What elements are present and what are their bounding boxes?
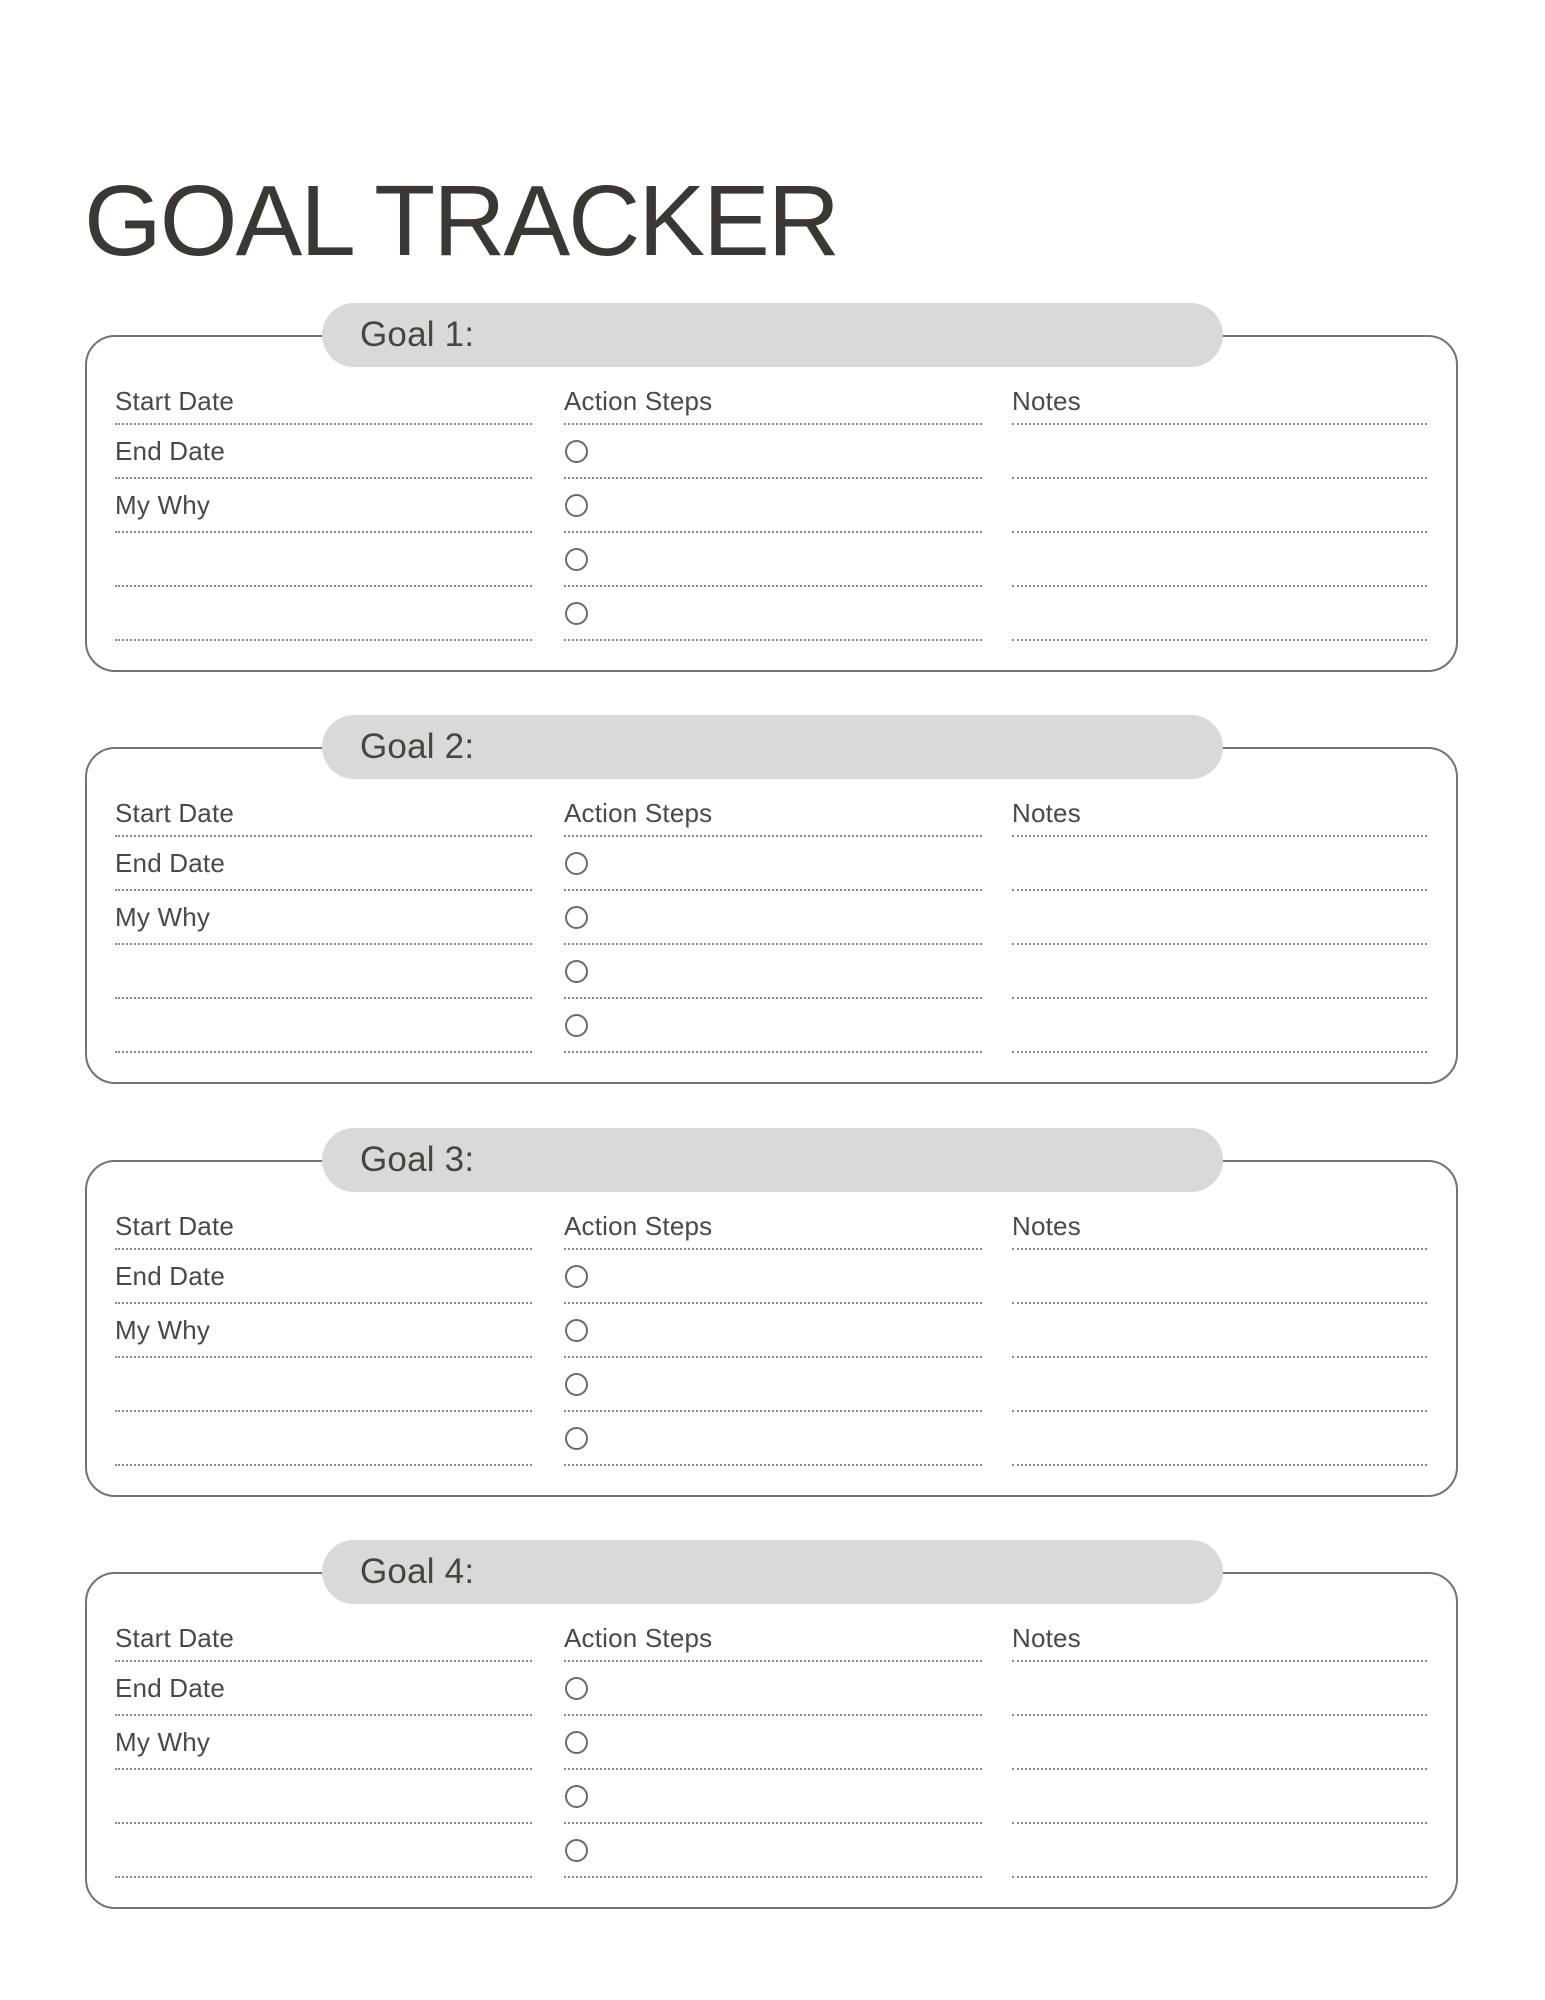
action-steps-header-row — [564, 1205, 982, 1250]
checkbox-circle-icon[interactable] — [565, 960, 588, 983]
write-in-line[interactable] — [115, 1770, 532, 1824]
checkbox-circle-icon[interactable] — [565, 548, 588, 571]
my-why-field[interactable] — [115, 1304, 532, 1358]
notes-line[interactable] — [1012, 945, 1427, 999]
goal-4-title-field[interactable] — [322, 1540, 1223, 1604]
goal-section-4 — [85, 1540, 1458, 1942]
write-in-line[interactable] — [115, 1824, 532, 1878]
notes-header-row — [1012, 380, 1427, 425]
goal-section-3 — [85, 1128, 1458, 1530]
action-steps-column — [564, 792, 982, 1053]
notes-label: Notes — [1012, 1211, 1081, 1241]
write-in-line[interactable] — [115, 587, 532, 641]
write-in-line[interactable] — [115, 1358, 532, 1412]
start-date-field[interactable] — [115, 792, 532, 837]
action-step-field[interactable] — [564, 945, 982, 999]
action-steps-header-row — [564, 1617, 982, 1662]
checkbox-circle-icon[interactable] — [565, 1427, 588, 1450]
checkbox-circle-icon[interactable] — [565, 906, 588, 929]
write-in-line[interactable] — [115, 1412, 532, 1466]
my-why-label: My Why — [115, 1726, 211, 1757]
action-step-field[interactable] — [564, 999, 982, 1053]
notes-line[interactable] — [1012, 425, 1427, 479]
end-date-label: End Date — [115, 1260, 226, 1291]
end-date-label: End Date — [115, 847, 226, 878]
page-title: GOAL TRACKER — [84, 165, 838, 277]
checkbox-circle-icon[interactable] — [565, 1785, 588, 1808]
goal-1-label: Goal 1: — [360, 315, 475, 354]
notes-column — [1012, 1205, 1427, 1466]
notes-line[interactable] — [1012, 1716, 1427, 1770]
notes-header-row — [1012, 1617, 1427, 1662]
notes-line[interactable] — [1012, 1770, 1427, 1824]
my-why-field[interactable] — [115, 479, 532, 533]
notes-column — [1012, 792, 1427, 1053]
action-step-field[interactable] — [564, 891, 982, 945]
my-why-field[interactable] — [115, 1716, 532, 1770]
goal-1-title-field[interactable] — [322, 303, 1223, 367]
notes-line[interactable] — [1012, 533, 1427, 587]
checkbox-circle-icon[interactable] — [565, 1731, 588, 1754]
dates-column — [115, 792, 532, 1053]
notes-line[interactable] — [1012, 479, 1427, 533]
action-step-field[interactable] — [564, 1250, 982, 1304]
action-step-field[interactable] — [564, 587, 982, 641]
start-date-field[interactable] — [115, 380, 532, 425]
goal-3-label: Goal 3: — [360, 1140, 475, 1179]
action-step-field[interactable] — [564, 1662, 982, 1716]
action-step-field[interactable] — [564, 1358, 982, 1412]
action-step-field[interactable] — [564, 1770, 982, 1824]
action-steps-column — [564, 1205, 982, 1466]
notes-line[interactable] — [1012, 1304, 1427, 1358]
checkbox-circle-icon[interactable] — [565, 602, 588, 625]
action-step-field[interactable] — [564, 837, 982, 891]
action-step-field[interactable] — [564, 533, 982, 587]
notes-line[interactable] — [1012, 837, 1427, 891]
notes-line[interactable] — [1012, 1250, 1427, 1304]
goal-4-box — [85, 1572, 1458, 1909]
goal-3-box — [85, 1160, 1458, 1497]
checkbox-circle-icon[interactable] — [565, 1839, 588, 1862]
action-steps-header-row — [564, 380, 982, 425]
start-date-label: Start Date — [115, 1211, 235, 1241]
action-steps-label: Action Steps — [564, 386, 713, 416]
dates-column — [115, 1205, 532, 1466]
checkbox-circle-icon[interactable] — [565, 1265, 588, 1288]
start-date-field[interactable] — [115, 1205, 532, 1250]
action-steps-label: Action Steps — [564, 1623, 713, 1653]
goal-section-1 — [85, 303, 1458, 705]
notes-label: Notes — [1012, 798, 1081, 828]
my-why-label: My Why — [115, 1314, 211, 1345]
dates-column — [115, 380, 532, 641]
action-steps-column — [564, 1617, 982, 1878]
dates-column — [115, 1617, 532, 1878]
goal-4-label: Goal 4: — [360, 1552, 475, 1591]
action-steps-column — [564, 380, 982, 641]
checkbox-circle-icon[interactable] — [565, 494, 588, 517]
action-step-field[interactable] — [564, 1412, 982, 1466]
notes-header-row — [1012, 792, 1427, 837]
action-step-field[interactable] — [564, 1824, 982, 1878]
action-steps-label: Action Steps — [564, 798, 713, 828]
checkbox-circle-icon[interactable] — [565, 1014, 588, 1037]
notes-line[interactable] — [1012, 1358, 1427, 1412]
checkbox-circle-icon[interactable] — [565, 1677, 588, 1700]
notes-line[interactable] — [1012, 891, 1427, 945]
action-steps-header-row — [564, 792, 982, 837]
notes-label: Notes — [1012, 386, 1081, 416]
notes-header-row — [1012, 1205, 1427, 1250]
end-date-field[interactable] — [115, 1250, 532, 1304]
checkbox-circle-icon[interactable] — [565, 1373, 588, 1396]
start-date-label: Start Date — [115, 798, 235, 828]
write-in-line[interactable] — [115, 533, 532, 587]
my-why-label: My Why — [115, 489, 211, 520]
action-step-field[interactable] — [564, 1716, 982, 1770]
notes-line[interactable] — [1012, 999, 1427, 1053]
goal-section-2 — [85, 715, 1458, 1117]
goal-3-title-field[interactable] — [322, 1128, 1223, 1192]
checkbox-circle-icon[interactable] — [565, 852, 588, 875]
action-step-field[interactable] — [564, 479, 982, 533]
action-steps-label: Action Steps — [564, 1211, 713, 1241]
end-date-field[interactable] — [115, 1662, 532, 1716]
notes-line[interactable] — [1012, 587, 1427, 641]
my-why-field[interactable] — [115, 891, 532, 945]
notes-line[interactable] — [1012, 1412, 1427, 1466]
end-date-field[interactable] — [115, 425, 532, 479]
write-in-line[interactable] — [115, 999, 532, 1053]
end-date-field[interactable] — [115, 837, 532, 891]
notes-line[interactable] — [1012, 1662, 1427, 1716]
start-date-field[interactable] — [115, 1617, 532, 1662]
notes-column — [1012, 1617, 1427, 1878]
action-step-field[interactable] — [564, 1304, 982, 1358]
write-in-line[interactable] — [115, 945, 532, 999]
end-date-label: End Date — [115, 1672, 226, 1703]
goal-1-box — [85, 335, 1458, 672]
goal-2-box — [85, 747, 1458, 1084]
checkbox-circle-icon[interactable] — [565, 440, 588, 463]
checkbox-circle-icon[interactable] — [565, 1319, 588, 1342]
notes-column — [1012, 380, 1427, 641]
start-date-label: Start Date — [115, 386, 235, 416]
start-date-label: Start Date — [115, 1623, 235, 1653]
notes-label: Notes — [1012, 1623, 1081, 1653]
goal-2-label: Goal 2: — [360, 727, 475, 766]
my-why-label: My Why — [115, 901, 211, 932]
end-date-label: End Date — [115, 435, 226, 466]
goal-2-title-field[interactable] — [322, 715, 1223, 779]
action-step-field[interactable] — [564, 425, 982, 479]
notes-line[interactable] — [1012, 1824, 1427, 1878]
